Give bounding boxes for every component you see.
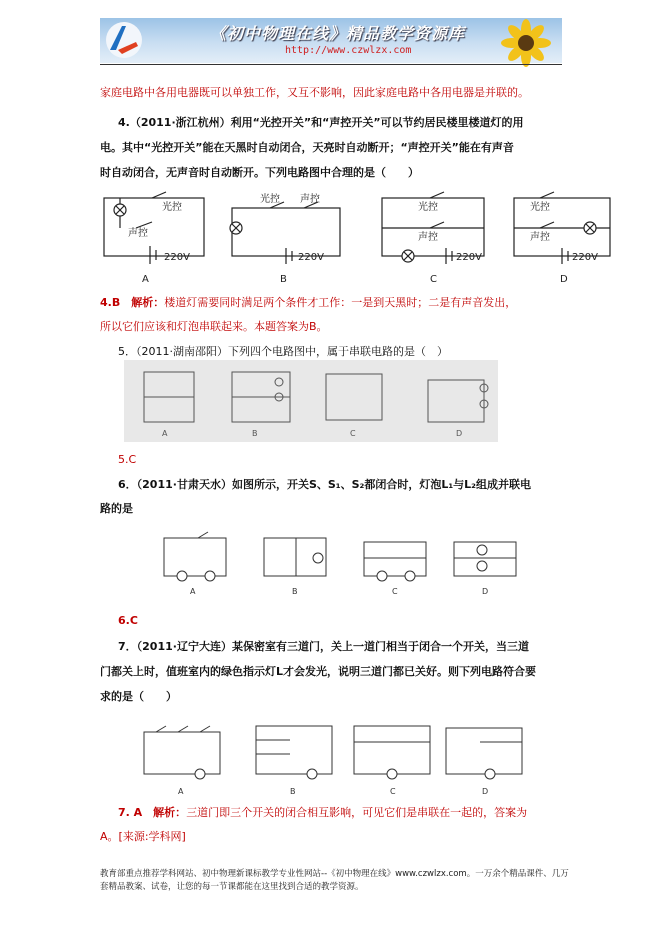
q4-c-light-label: 光控 — [418, 202, 438, 213]
q6-line2: 路的是 — [100, 502, 133, 515]
header-banner — [100, 18, 562, 63]
q6-label-d: D — [482, 587, 489, 596]
q4-label-a: A — [142, 274, 149, 285]
a4-head: 4.B 解析： — [100, 296, 165, 309]
q6-circuit-figure — [160, 528, 530, 598]
q4-b-light-label: 光控 — [260, 194, 280, 205]
q5-label-d: D — [456, 429, 463, 438]
q7-label-b: B — [290, 787, 296, 796]
q5-label-c: C — [350, 429, 356, 438]
q6-line1: 6．（2011·甘肃天水）如图所示，开关S、S₁、S₂都闭合时，灯泡L₁与L₂组成并联电 — [118, 478, 532, 491]
a4-line1 — [100, 296, 516, 310]
banner-title: 《初中物理在线》精品教学资源库 — [210, 24, 466, 43]
footer-text: 教育部重点推荐学科网站、初中物理新课标教学专业性网站--《初中物理在线》www.czwlzx.com。一万余个精品课件、几万套精品教案、试卷，让您的每一节课都能在这里找到合适的教学资源。 — [100, 869, 569, 892]
logo-icon — [102, 20, 146, 60]
q5-line: 5．（2011·湖南邵阳）下列四个电路图中，属于串联电路的是（ ） — [118, 345, 448, 358]
q4-a-light-label: 光控 — [162, 202, 182, 213]
q4-a-voltage: 220V — [164, 252, 190, 263]
q4-line3: 时自动闭合，无声音时自动断开。下列电路图中合理的是（ ） — [100, 166, 419, 179]
q4-line1: 4.（2011·浙江杭州）利用“光控开关”和“声控开关”可以节约居民楼里楼道灯的用 — [118, 116, 524, 129]
q7-line3: 求的是（ ） — [100, 690, 177, 703]
a7-line1 — [118, 806, 527, 820]
q6-label-a: A — [190, 587, 196, 596]
q4-a-sound-label: 声控 — [128, 228, 148, 239]
sunflower-icon — [494, 18, 556, 63]
q4-b-voltage: 220V — [298, 252, 324, 263]
q5-circuit-photo — [124, 360, 498, 442]
q7-circuit-figure — [140, 718, 540, 798]
q4-b-sound-label: 声控 — [300, 194, 320, 205]
q4-d-light-label: 光控 — [530, 202, 550, 213]
q4-c-sound-label: 声控 — [418, 232, 438, 243]
a5-answer: 5.C — [118, 453, 137, 466]
q7-label-a: A — [178, 787, 184, 796]
q7-label-c: C — [390, 787, 396, 796]
a7-head: 7. A 解析： — [118, 806, 187, 819]
a6-answer: 6.C — [118, 614, 138, 627]
a4-text: 楼道灯需要同时满足两个条件才工作：一是到天黑时；二是有声音发出， — [164, 296, 517, 309]
q4-label-d: D — [560, 274, 568, 285]
header-rule — [100, 64, 562, 65]
a4-line2: 所以它们应该和灯泡串联起来。本题答案为B。 — [100, 320, 328, 333]
a7-text: 三道门即三个开关的闭合相互影响，可见它们是串联在一起的，答案为 — [186, 806, 528, 819]
q6-label-c: C — [392, 587, 398, 596]
q4-d-sound-label: 声控 — [530, 232, 550, 243]
q5-label-a: A — [162, 429, 168, 438]
q7-label-d: D — [482, 787, 489, 796]
q4-c-voltage: 220V — [456, 252, 482, 263]
a7-line2: A。[来源:学科网] — [100, 830, 186, 843]
q4-line2: 电。其中“光控开关”能在天黑时自动闭合，天亮时自动断开；“声控开关”能在有声音 — [100, 141, 514, 154]
q4-label-c: C — [430, 274, 437, 285]
q6-label-b: B — [292, 587, 298, 596]
intro-line: 家庭电路中各用电器既可以单独工作，又互不影响，因此家庭电路中各用电器是并联的。 — [100, 86, 529, 99]
q4-circuit-figure — [100, 188, 598, 288]
q5-label-b: B — [252, 429, 258, 438]
banner-url[interactable]: http://www.czwlzx.com — [285, 45, 412, 56]
q4-d-voltage: 220V — [572, 252, 598, 263]
q7-line1: 7．（2011·辽宁大连）某保密室有三道门，关上一道门相当于闭合一个开关，当三道 — [118, 640, 529, 653]
q4-label-b: B — [280, 274, 287, 285]
q7-line2: 门都关上时，值班室内的绿色指示灯L才会发光，说明三道门都已关好。则下列电路符合要 — [100, 665, 537, 678]
